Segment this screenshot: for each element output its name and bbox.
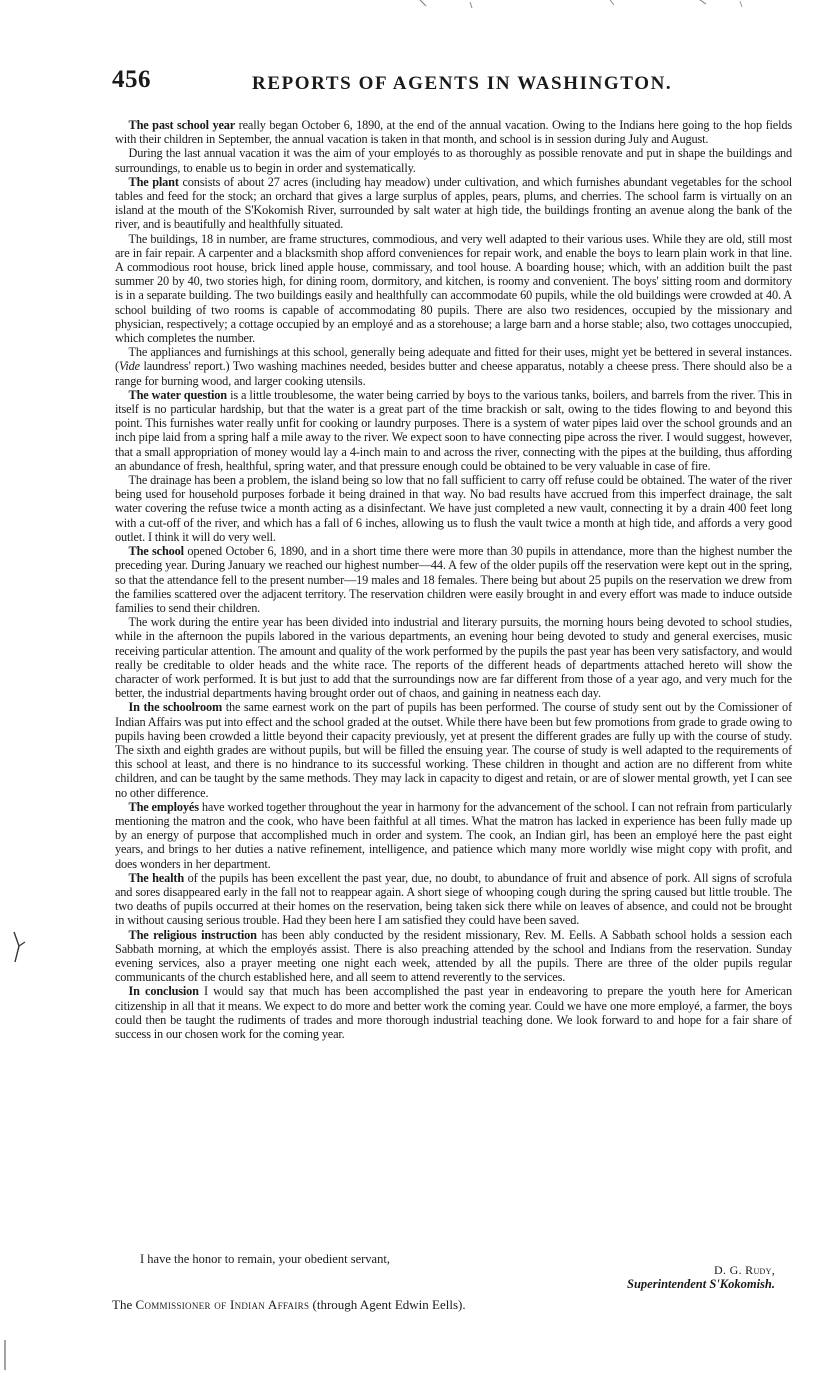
report-body	[115, 118, 792, 1041]
paragraph-text: of the pupils has been excellent the past year, due, no doubt, to abundance of fruit and absence of pork. All signs of scrofula and sores disappeared early in the fall not to reappear again. A short siege of whooping cough during the spring caused but little trouble. The two deaths of pupils occurred at their homes on the reservation, being taken sick there while on leaves of absence, and could not be brought in without causing serious trouble. Had they been here I am satisfied they could have been saved.	[115, 870, 792, 928]
paragraph-text-continued: laundress' report.) Two washing machines needed, besides butter and cheese apparatus, notably a cheese press. There should also be a range for burning wood, and larger cooking utensils.	[115, 359, 792, 388]
page-number: 456	[112, 66, 151, 93]
margin-pencil-mark	[10, 930, 28, 964]
signature-name: D. G. Rudy,	[714, 1263, 775, 1277]
paragraph-text: The drainage has been a problem, the island being so low that no fall sufficient to carry off refuse could be obtained. The water of the river being used for household purposes forbade it being drained in that way. No bad results have accrued from this imperfect drainage, the salt water covering the refuse twice a month acting as a disinfectant. We have just completed a new vault, connecting it by a drain 400 feet long with a cut-off of the river, and which has a fall of 6 inches, allowing us to flush the vault twice a month at high tide, and affords a very good outlet. I think it will do very well.	[115, 473, 792, 544]
paragraph-drainage	[115, 473, 792, 544]
addressee-suffix: (through Agent Edwin Eells).	[309, 1297, 466, 1312]
paragraph-work	[115, 615, 792, 700]
paragraph-lead: The water question	[128, 387, 227, 402]
paragraph-text: The appliances and furnishings at this school, generally being adequate and fitted for their uses, might yet be bettered in several instances. (	[115, 345, 792, 374]
paragraph-plant	[115, 175, 792, 232]
paragraph-text: I would say that much has been accomplished the past year in endeavoring to prepare the youth here for American citizenship in all that it means. We expect to do more and better work the coming year. Could we have one more employé, a farmer, the boys could then be taught the rudiments of trades and more thorough industrial teaching done. We look forward to and hope for a fair share of success in our chosen work for the coming year.	[115, 984, 792, 1041]
page-header	[112, 66, 792, 100]
addressee-office: Commissioner of Indian Affairs	[135, 1297, 310, 1312]
paragraph-italic: Vide	[118, 359, 140, 374]
paragraph-vacation	[115, 146, 792, 174]
paragraph-text: is a little troublesome, the water being carried by boys to the various tanks, boilers, and barrels from the river. This in itself is no particular hardship, but that the water is a great part of the time brackish or salt, owing to the tides flowing to and beyond this point. This furnishes water really unfit for cooking or laundry purposes. There is a system of water pipes laid over the school grounds and an inch pipe laid from a spring half a mile away to the river. We expect soon to have connecting pipe across the river. I would suggest, however, that a small appropriation of money would lay a 4-inch main to and across the river, connecting with the pipes at the building, thus affording an abundance of fresh, healthful, spring water, and that pressure enough could be obtained to be very valuable in case of fire.	[115, 387, 792, 473]
paragraph-lead: The plant	[128, 174, 179, 189]
closing-line: I have the honor to remain, your obedient servant,	[140, 1252, 390, 1266]
paragraph-lead: The religious instruction	[128, 927, 257, 942]
addressee-line	[112, 1297, 466, 1313]
paragraph-conclusion	[115, 984, 792, 1041]
paragraph-buildings	[115, 232, 792, 346]
paragraph-text: During the last annual vacation it was the aim of your employés to as thoroughly as possible renovate and put in shape the buildings and surroundings, to enable us to begin in order and systematically.	[115, 146, 792, 175]
signature-title: Superintendent S'Kokomish.	[627, 1277, 775, 1291]
edge-mark	[2, 1340, 12, 1370]
paragraph-appliances	[115, 345, 792, 388]
paragraph-text: have worked together throughout the year in harmony for the advancement of the school. I can not refrain from particularly mentioning the matron and the cook, who have been faithful at all times. What the matron has lacked in experience has been fully made up by an energy of purpose that accomplished much in order and system. The cook, an Indian girl, has been an employé here the past eight years, and brings to her duties a native refinement, intelligence, and patience which many more worldly wise might copy with profit, and does wonders in her department.	[115, 799, 792, 871]
paragraph-text: opened October 6, 1890, and in a short time there were more than 30 pupils in attendance, more than the highest number the preceding year. During January we reached our highest number—44. A few of the older pupils off the reservation were kept out in the spring, so that the attendance fell to the present number—19 males and 18 females. There being but about 25 pupils on the reservation we drew from the families scattered over the adjacent territory. The reservation children were easily brought in and every effort was made to induce outside families to send their children.	[115, 544, 793, 615]
addressee-prefix: The	[112, 1297, 136, 1312]
paragraph-text: the same earnest work on the part of pupils has been performed. The course of study sent out by the Comissioner of Indian Affairs was put into effect and the school graded at the outset. While there have been but few promotions from grade to grade owing to pupils having been crowded a little beyond their capacity previously, yet at present the different grades are fully up with the course of study. The sixth and eighth grades are without pupils, but will be filled the ensuing year. The course of study is well adapted to the requirements of this school at least, and there is no hindrance to its successful working. These children in thought and action are no different from white children, and can be taught by the same methods. They may lack in capacity to digest and retain, or are of slower mental growth, yet I can see no other difference.	[115, 700, 792, 800]
paragraph-lead: In the schoolroom	[128, 700, 223, 715]
paragraph-text: really began October 6, 1890, at the end of the annual vacation. Owing to the Indians here going to the hop fields with their children in September, the annual vacation is taken in that month, and school is in session during July and August.	[115, 118, 792, 147]
paragraph-lead: The employés	[128, 799, 199, 814]
paragraph-religious	[115, 928, 792, 985]
paragraph-lead: In conclusion	[128, 984, 199, 999]
scan-artifact-marks	[400, 0, 760, 14]
paragraph-school	[115, 544, 792, 615]
paragraph-text: The work during the entire year has been divided into industrial and literary pursuits, the morning hours being devoted to school studies, while in the afternoon the pupils labored in the various departments, an evening hour being devoted to study and general exercises, music receiving particular attention. The amount and quality of the work performed by the pupils the past year has been very satisfactory, and would really be creditable to older heads and the white race. The reports of the different heads of departments attached hereto will show the character of work performed. It is but just to add that the surroundings now are far different from those of a year ago, and very much for the better, the industrial departments having brought order out of chaos, and gaining in neatness each day.	[115, 615, 793, 701]
paragraph-lead: The past school year	[128, 118, 236, 132]
paragraph-water	[115, 388, 792, 473]
running-head: REPORTS OF AGENTS IN WASHINGTON.	[252, 73, 673, 94]
paragraph-school-year	[115, 118, 792, 146]
paragraph-lead: The health	[128, 870, 185, 885]
paragraph-text: The buildings, 18 in number, are frame structures, commodious, and very well adapted to their various uses. While they are old, still most are in fair repair. A carpenter and a blacksmith shop afford conveniences for repair work, and enable the boys to learn plain work in that line. A commodious root house, brick lined apple house, commissary, and tool house. A boarding house; which, with an addition built the past summer 20 by 40, two stories high, for dining room, dormitory, and kitchen, is roomy and convenient. The boys' sitting room and dormitory is in a separate building. The two buildings easily and healthfully can accommodate 60 pupils, while the old buildings were crowded at 40. A school building of two rooms is capable of accommodating 80 pupils. There are also two residences, occupied by the missionary and physician, respectively; a cottage occupied by an employé and as a storehouse; a large barn and a horse stable; also, two cottages unoccupied, which completes the number.	[115, 231, 792, 346]
paragraph-lead: The school	[128, 544, 184, 559]
paragraph-health	[115, 871, 792, 928]
paragraph-text: consists of about 27 acres (including hay meadow) under cultivation, and which furnishes abundant vegetables for the school tables and feed for the stock; an orchard that gives a large surplus of apples, pears, plums, and cherries. The school farm is virtually on an island at the mouth of the S'Kokomish River, surrounded by salt water at high tide, the buildings fronting an avenue along the bank of the river, and is beautifully and healthfully situated.	[115, 174, 793, 232]
paragraph-text: has been ably conducted by the resident missionary, Rev. M. Eells. A Sabbath school holds a session each Sabbath morning, at which the employés assist. There is also preaching attended by the school and Indians from the reservation. Sunday evening services, also a prayer meeting one night each week, attended by all the pupils. There are three of the older pupils regular communicants of the church established here, and all seem to attend reverently to the services.	[115, 927, 792, 985]
paragraph-schoolroom	[115, 700, 792, 799]
paragraph-employes	[115, 800, 792, 871]
